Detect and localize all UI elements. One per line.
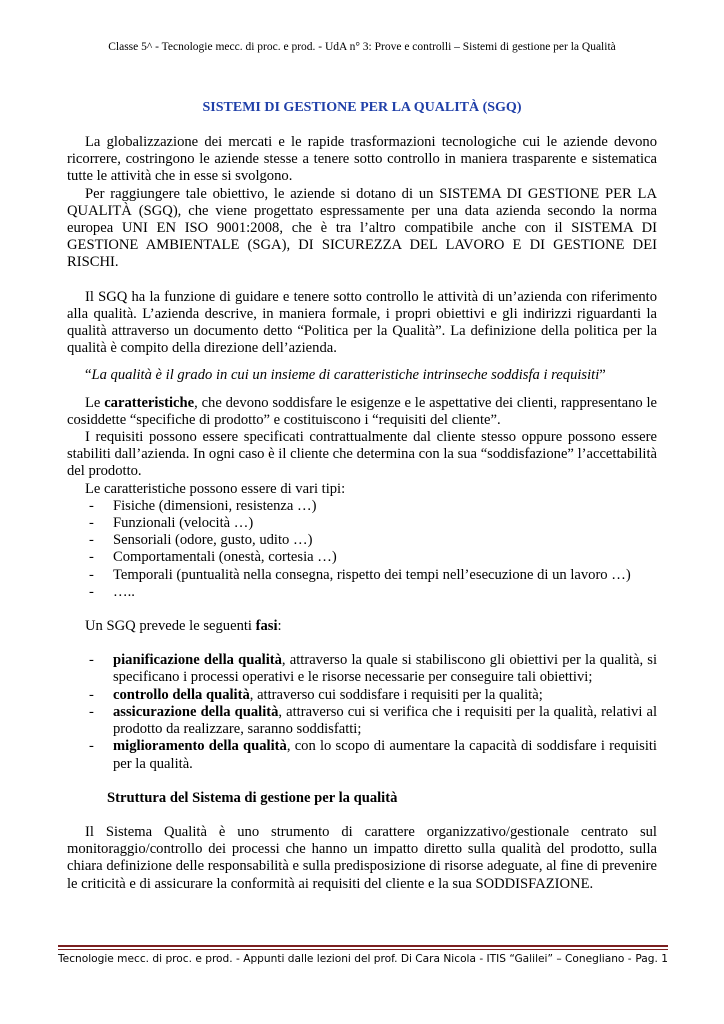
bold-term: assicurazione della qualità [113,703,279,720]
list-item: - ….. [85,584,657,601]
phases-list [67,652,657,772]
section-subtitle: Struttura del Sistema di gestione per la qualità [107,789,398,806]
text-fragment: Un SGQ prevede le seguenti [85,618,256,635]
text-fragment: , che devono soddisfare le esigenze e le aspettative dei clienti, rappresentano le cosiddette “specifiche di prodotto” e costituiscono i “requisiti del cliente”. [67,394,657,428]
page-number: Pag. 1 [635,953,668,965]
paragraph-sgq-function: Il SGQ ha la funzione di guidare e tenere sotto controllo le attività di un’azienda con riferimento alla qualità. L’azienda descrive, in maniera formale, i propri obiettivi e gli indirizzi riguardanti la qualità attraverso un documento detto “Politica per la Qualità”. La definizione della politica per la qualità è compito della direzione dell’azienda. [67,288,657,357]
quote-text: La qualità è il grado in cui un insieme di caratteristiche intrinseche soddisfa i requisiti [91,367,600,384]
list-item [85,704,657,738]
paragraph-sgq-intro: Per raggiungere tale obiettivo, le aziende si dotano di un SISTEMA DI GESTIONE PER LA QUALITÀ (SGQ), che viene progettato espressamente per una data azienda secondo la norma europea UNI EN ISO 9001:2008, che è tra l’altro compatibile anche con il SISTEMA DI GESTIONE AMBIENTALE (SGA), DI SICUREZZA DEL LAVORO E DI GESTIONE DEI RISCHI. [67,185,657,271]
bold-term: miglioramento della qualità [113,738,287,755]
paragraph-phases-intro [67,618,657,635]
list-item: - Temporali (puntualità nella consegna, rispetto dei tempi nell’esecuzione di un lavoro …) [85,567,657,584]
text-fragment: , attraverso cui soddisfare i requisiti per la qualità; [249,686,543,703]
list-item: - Fisiche (dimensioni, resistenza …) [85,498,657,515]
list-item [85,687,657,704]
paragraph-quality-system: Il Sistema Qualità è uno strumento di carattere organizzativo/gestionale centrato sul monitoraggio/controllo dei processi che hanno un impatto diretto sulla qualità del prodotto, sulla chiara definizione delle responsabilità e sulla predisposizione di risorse adeguate, al fine di prevenire le criticità e di assicurare la conformità ai requisiti del cliente e la sua SODDISFAZIONE. [67,823,657,892]
text-fragment: , attraverso la quale si stabiliscono gli obiettivi per la qualità, si specificano i processi operativi e le risorse necessarie per conseguire tali obiettivi; [113,652,658,686]
page-title: SISTEMI DI GESTIONE PER LA QUALITÀ (SGQ) [202,100,522,115]
footer-text: Tecnologie mecc. di proc. e prod. - Appunti dalle lezioni del prof. Di Cara Nicola - ITIS “Galilei” – Conegliano - [58,953,632,965]
quote-open: “ [85,367,92,384]
quality-definition-quote [67,367,657,384]
bold-term: caratteristiche [104,394,195,411]
list-item [85,652,657,686]
text-fragment: Le [85,394,105,411]
text-fragment: , con lo scopo di aumentare la capacità di soddisfare i requisiti per la qualità. [113,738,657,772]
bold-term: fasi [255,618,278,635]
characteristic-types-list [67,498,657,601]
paragraph-types-intro: Le caratteristiche possono essere di vari tipi: [85,480,346,497]
text-fragment: : [277,618,282,635]
text-fragment: , attraverso cui si verifica che i requisiti per la qualità, relativi al prodotto da realizzare, saranno soddisfatti; [113,703,657,738]
paragraph-globalization: La globalizzazione dei mercati e le rapide trasformazioni tecnologiche cui le aziende devono ricorrere, costringono le aziende stesse a tenere sotto controllo in maniera trasparente e sistematica tutte le attività che in esse si svolgono. [67,134,657,185]
page-header: Classe 5^ - Tecnologie mecc. di proc. e prod. - UdA n° 3: Prove e controlli – Sistemi di gestione per la Qualità [108,41,616,53]
bold-term: pianificazione della qualità [113,652,282,669]
paragraph-characteristics [67,395,657,429]
footer-rule-thin [58,949,668,950]
list-item: - Sensoriali (odore, gusto, udito …) [85,532,657,549]
footer-rule [58,945,668,947]
list-item [85,738,657,772]
paragraph-requirements: I requisiti possono essere specificati contrattualmente dal cliente stesso oppure possono essere stabiliti dall’azienda. In ogni caso è il cliente che determina con la sua “soddisfazione” l’accettabilità del prodotto. [67,429,657,480]
list-item: - Funzionali (velocità …) [85,515,657,532]
document-body [67,134,657,893]
page-footer [58,953,668,965]
list-item: - Comportamentali (onestà, cortesia …) [85,549,657,566]
bold-term: controllo della qualità [113,686,250,703]
quote-close: ” [599,367,606,384]
